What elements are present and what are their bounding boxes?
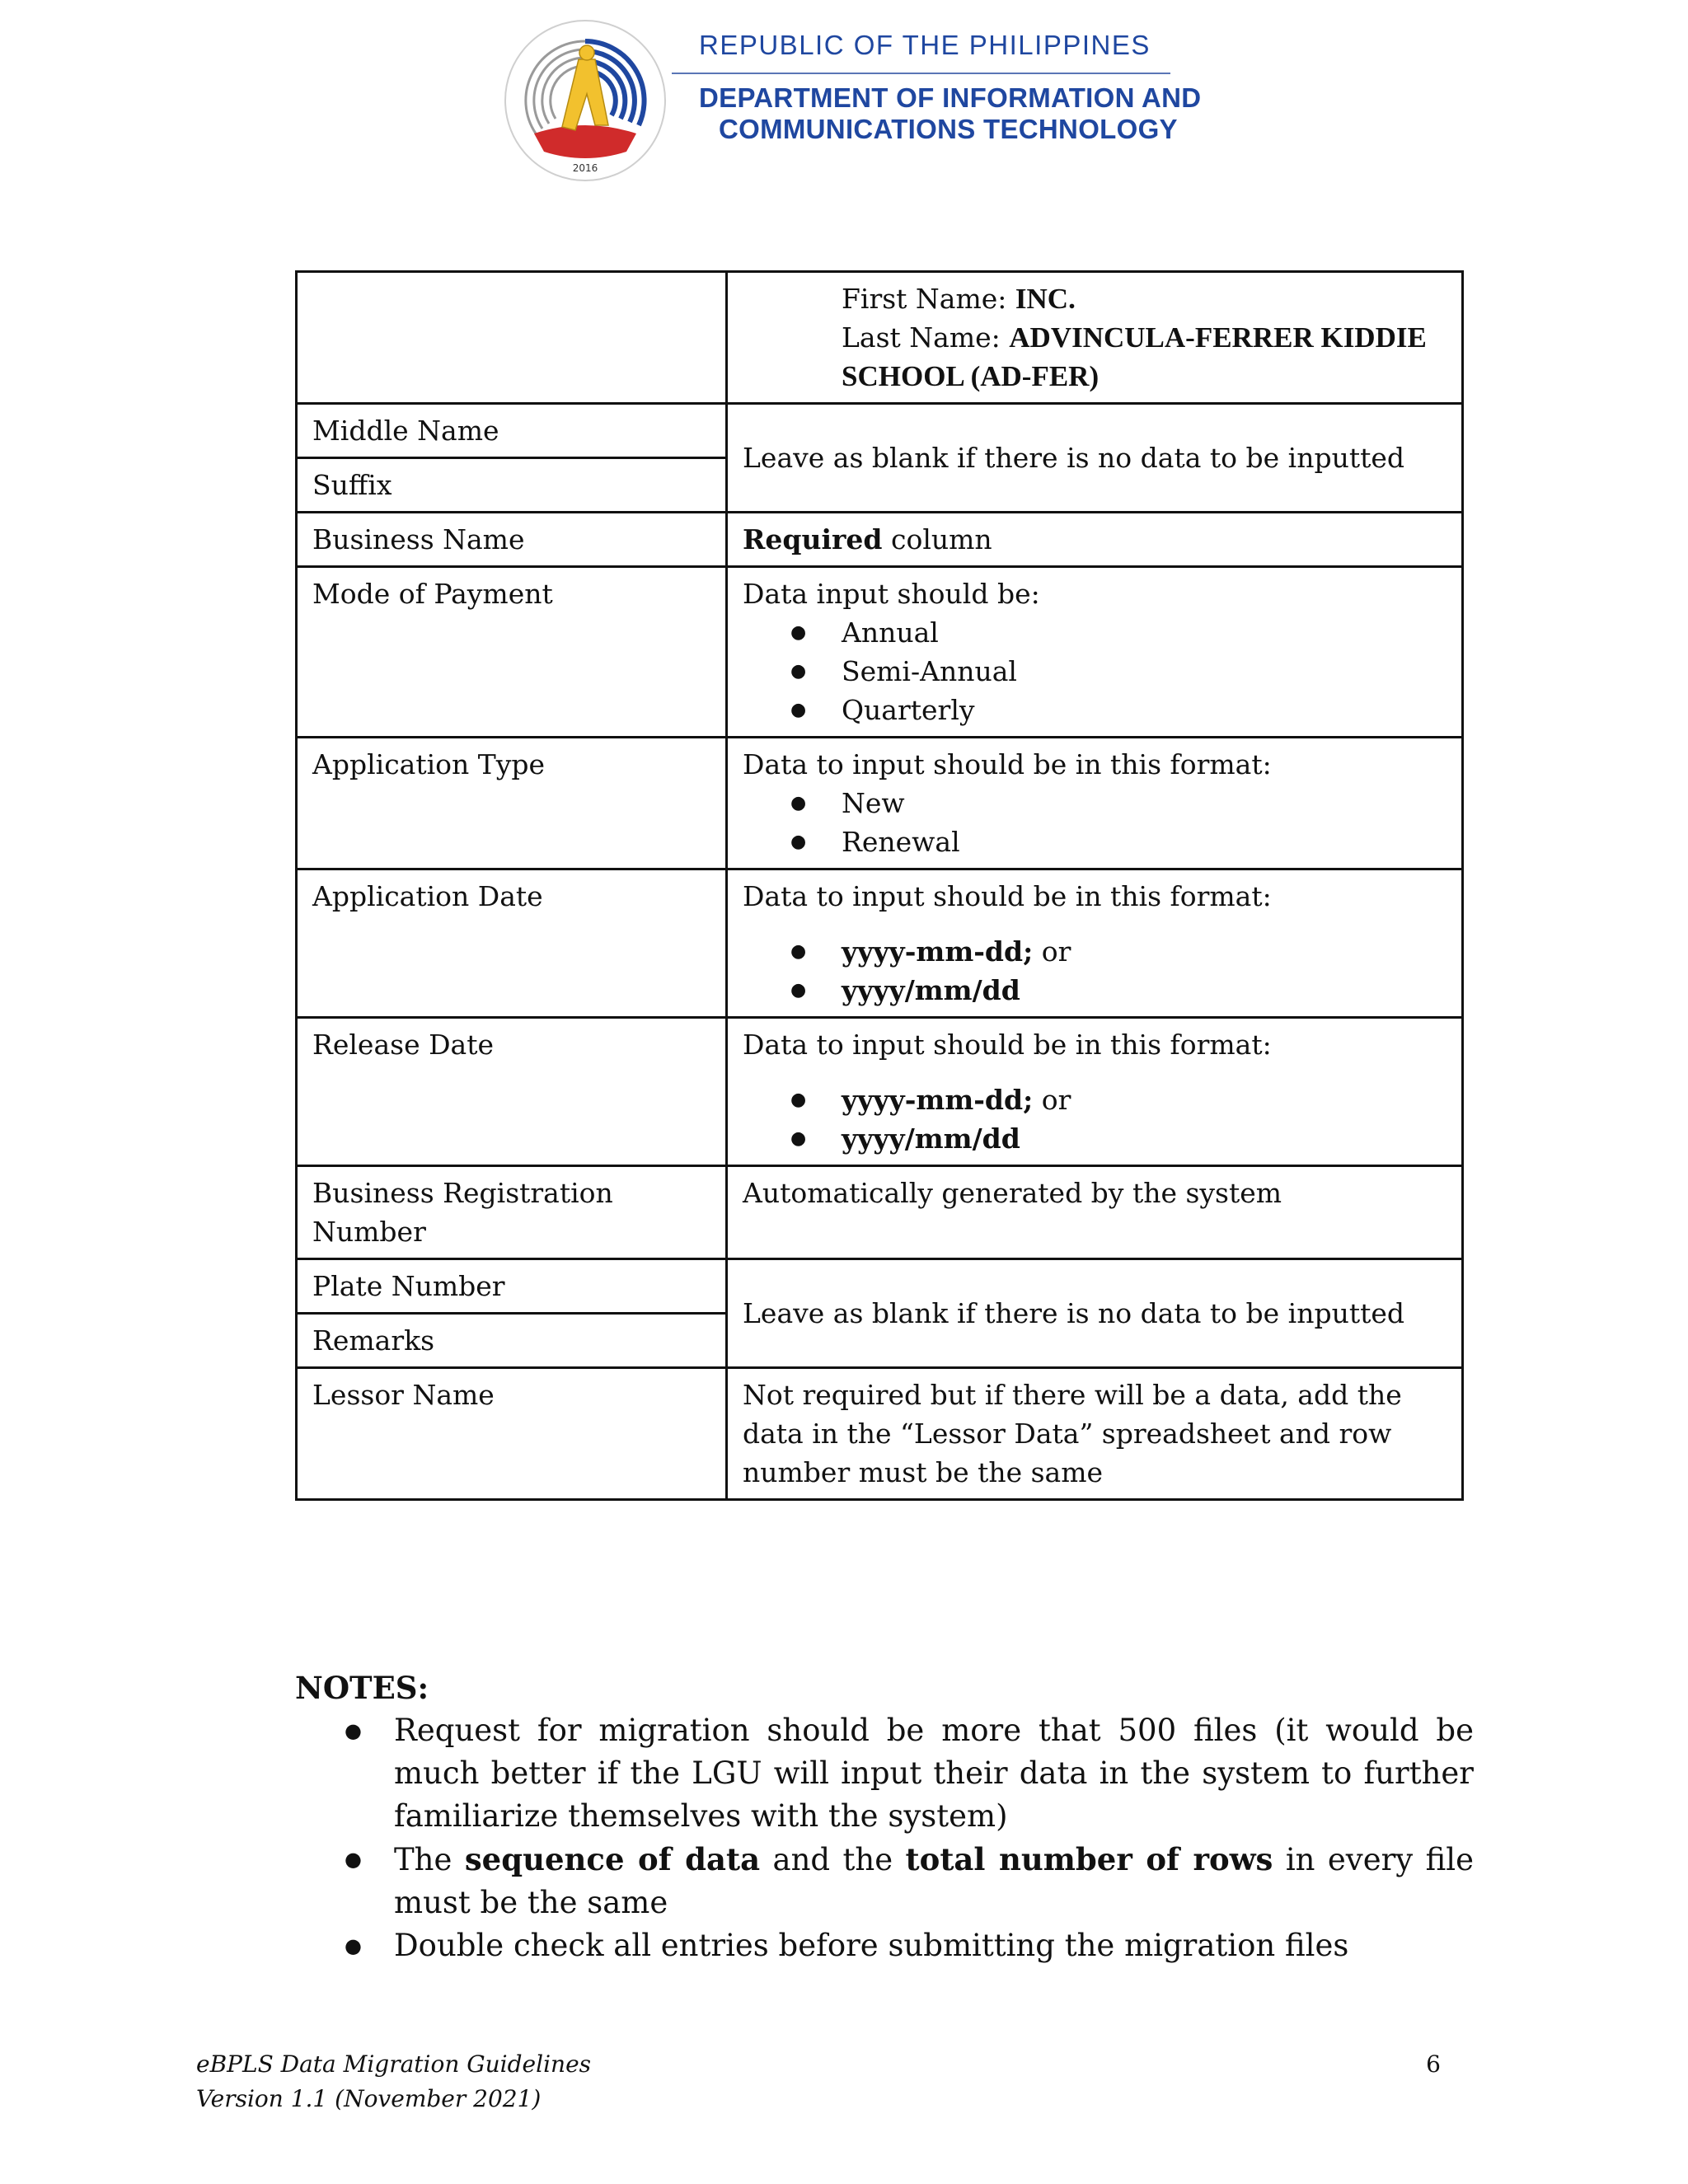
type-options-list	[743, 784, 1447, 861]
application-type-rule	[727, 738, 1463, 869]
last-name-label: Last Name:	[842, 321, 1010, 354]
note-bold-sequence: sequence of data	[464, 1841, 761, 1877]
note-text: The	[394, 1842, 465, 1877]
list-item: ● Renewal	[743, 823, 1447, 861]
blank-note-cell: Leave as blank if there is no data to be inputted	[727, 404, 1463, 513]
required-rest: column	[882, 523, 992, 555]
list-item	[743, 1080, 1447, 1119]
application-date-rule	[727, 869, 1463, 1018]
format-intro: Data to input should be in this format:	[743, 880, 1272, 912]
field-release-date: Release Date	[297, 1018, 727, 1166]
date-format-slash: yyyy/mm/dd	[842, 1122, 1020, 1155]
blank-note-cell-2: Leave as blank if there is no data to be inputted	[727, 1259, 1463, 1368]
date-format-list	[743, 932, 1447, 1010]
list-item: ● Double check all entries before submitting the migration files	[295, 1924, 1474, 1967]
list-item: ● Semi-Annual	[743, 652, 1447, 691]
table-row	[297, 567, 1463, 738]
note-text: and the	[760, 1842, 906, 1877]
list-item: ● Annual	[743, 613, 1447, 652]
notes-section	[295, 1666, 1474, 1967]
republic-heading: REPUBLIC OF THE PHILIPPINES	[699, 30, 1151, 60]
note-bold-rows: total number of rows	[905, 1841, 1273, 1877]
field-business-name: Business Name	[297, 513, 727, 567]
seal-year: 2016	[572, 162, 598, 174]
table-row	[297, 738, 1463, 869]
footer-version: Version 1.1 (November 2021)	[196, 2085, 542, 2112]
mode-options-list	[743, 613, 1447, 729]
page-number: 6	[1426, 2050, 1441, 2078]
owner-name-example-cell	[727, 272, 1463, 404]
field-application-type: Application Type	[297, 738, 727, 869]
list-item	[743, 932, 1447, 971]
field-business-registration-number: Business Registration Number	[297, 1166, 727, 1259]
business-name-requirement	[727, 513, 1463, 567]
date-format-or: or	[1033, 935, 1071, 968]
first-name-label: First Name:	[842, 283, 1015, 315]
department-heading-line2: COMMUNICATIONS TECHNOLOGY	[719, 114, 1178, 144]
field-application-date: Application Date	[297, 869, 727, 1018]
date-format-dash: yyyy-mm-dd;	[842, 1084, 1034, 1116]
last-name-value: ADVINCULA-FERRER KIDDIE SCHOOL (AD-FER)	[842, 321, 1427, 392]
list-item	[743, 971, 1447, 1010]
first-name-line	[743, 279, 1447, 318]
table-row	[297, 1259, 1463, 1314]
page-footer	[196, 2047, 1441, 2116]
footer-doc-title: eBPLS Data Migration Guidelines	[196, 2050, 592, 2078]
required-bold: Required	[743, 523, 883, 555]
department-heading-line1: DEPARTMENT OF INFORMATION AND	[699, 82, 1202, 113]
list-item: ● Quarterly	[743, 691, 1447, 729]
field-remarks: Remarks	[297, 1314, 727, 1368]
list-item: ● New	[743, 784, 1447, 823]
format-intro: Data to input should be in this format:	[743, 1029, 1272, 1061]
table-row	[297, 1368, 1463, 1500]
format-intro: Data to input should be in this format:	[743, 748, 1272, 780]
page-header	[503, 18, 1202, 183]
date-format-dash: yyyy-mm-dd;	[842, 935, 1034, 968]
table-row	[297, 404, 1463, 458]
last-name-line	[743, 318, 1447, 396]
date-format-list	[743, 1080, 1447, 1158]
dict-seal-logo	[503, 18, 668, 183]
field-mode-of-payment: Mode of Payment	[297, 567, 727, 738]
auto-generated-note: Automatically generated by the system	[727, 1166, 1463, 1259]
header-divider	[672, 73, 1170, 74]
list-item	[295, 1838, 1474, 1924]
field-plate-number: Plate Number	[297, 1259, 727, 1314]
table-row	[297, 1166, 1463, 1259]
lessor-note: Not required but if there will be a data, add the data in the “Lessor Data” spreadsheet and row number must be the same	[727, 1368, 1463, 1500]
date-format-slash: yyyy/mm/dd	[842, 974, 1020, 1006]
field-guidelines-table	[295, 270, 1464, 1501]
release-date-rule	[727, 1018, 1463, 1166]
mode-intro: Data input should be:	[743, 578, 1040, 610]
mode-of-payment-rule	[727, 567, 1463, 738]
table-row	[297, 513, 1463, 567]
field-lessor-name: Lessor Name	[297, 1368, 727, 1500]
notes-title: NOTES:	[295, 1670, 429, 1706]
field-middle-name: Middle Name	[297, 404, 727, 458]
list-item	[743, 1119, 1447, 1158]
field-suffix: Suffix	[297, 458, 727, 513]
table-row	[297, 272, 1463, 404]
list-item: ● Request for migration should be more that 500 files (it would be much better if the LGU will input their data in the system to further familiarize themselves with the system)	[295, 1709, 1474, 1838]
table-row	[297, 1018, 1463, 1166]
first-name-value: INC.	[1015, 283, 1076, 315]
table-row	[297, 869, 1463, 1018]
note-text: in every file must be the same	[394, 1842, 1475, 1920]
date-format-or: or	[1033, 1084, 1071, 1116]
field-cell-empty	[297, 272, 727, 404]
notes-list	[295, 1709, 1474, 1967]
